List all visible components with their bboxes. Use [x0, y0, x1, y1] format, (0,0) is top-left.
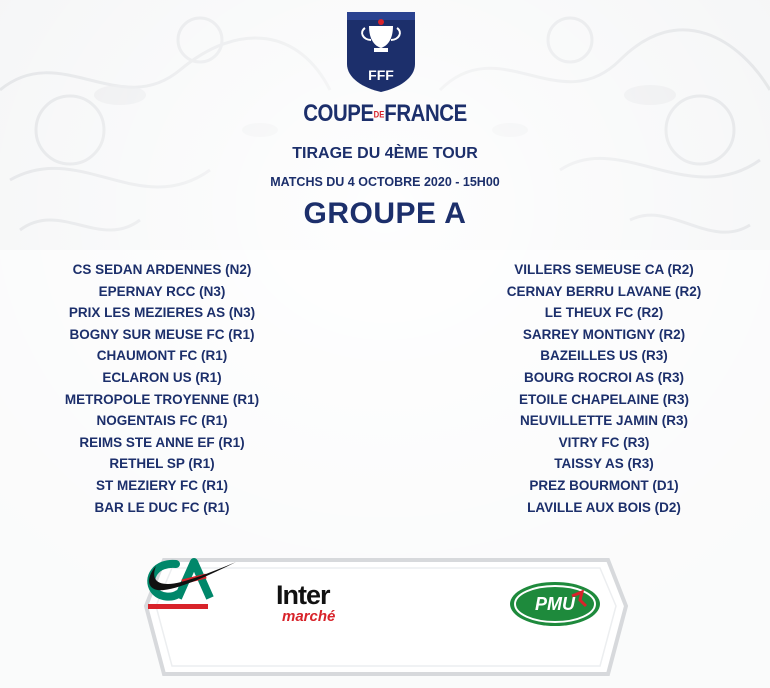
competition-prefix: COUPE: [303, 100, 374, 127]
competition-suffix: FRANCE: [384, 100, 467, 127]
home-team: BOGNY SUR MEUSE FC (R1): [69, 326, 255, 342]
away-team: PREZ BOURMONT (D1): [529, 477, 679, 493]
competition-logo: [58, 100, 713, 128]
away-team: NEUVILLETTE JAMIN (R3): [519, 413, 688, 429]
away-team: TAISSY AS (R3): [554, 456, 654, 472]
sponsor-banner: [142, 556, 630, 680]
home-teams-list: [32, 259, 292, 518]
fff-shield-icon: [343, 8, 419, 94]
home-team: PRIX LES MEZIERES AS (N3): [68, 305, 256, 321]
away-team: BAZEILLES US (R3): [540, 348, 668, 364]
away-teams-list: [474, 259, 734, 518]
intermarche-line1: Inter: [276, 580, 330, 610]
away-team: LE THEUX FC (R2): [544, 305, 664, 321]
home-team: BAR LE DUC FC (R1): [94, 499, 230, 515]
match-date: MATCHS DU 4 OCTOBRE 2020 - 15H00: [270, 175, 500, 189]
pmu-text: PMU: [535, 594, 575, 614]
away-team: SARREY MONTIGNY (R2): [522, 326, 686, 342]
home-team: REIMS STE ANNE EF (R1): [79, 434, 245, 450]
home-team: RETHEL SP (R1): [109, 456, 215, 472]
away-team: VITRY FC (R3): [558, 434, 650, 450]
home-team: EPERNAY RCC (N3): [98, 283, 226, 299]
away-team: ETOILE CHAPELAINE (R3): [518, 391, 689, 407]
competition-mid: DE: [373, 109, 385, 120]
intermarche-logo: [276, 580, 376, 632]
home-team: METROPOLE TROYENNE (R1): [64, 391, 260, 407]
pmu-logo: [508, 580, 602, 628]
away-team: LAVILLE AUX BOIS (D2): [527, 499, 681, 515]
away-team: BOURG ROCROI AS (R3): [523, 369, 684, 385]
nike-swoosh-logo: [142, 556, 238, 596]
fff-logo-text: FFF: [368, 67, 394, 83]
round-title: TIRAGE DU 4ÈME TOUR: [292, 145, 478, 162]
header: [0, 0, 770, 240]
intermarche-line2: marché: [282, 608, 336, 625]
home-team: ECLARON US (R1): [102, 369, 222, 385]
away-team: CERNAY BERRU LAVANE (R2): [506, 283, 702, 299]
home-team: NOGENTAIS FC (R1): [96, 413, 228, 429]
group-title: GROUPE A: [303, 197, 467, 230]
home-team: CS SEDAN ARDENNES (N2): [72, 262, 252, 277]
away-team: VILLERS SEMEUSE CA (R2): [514, 262, 694, 277]
home-team: CHAUMONT FC (R1): [96, 348, 228, 364]
home-team: ST MEZIERY FC (R1): [95, 477, 228, 493]
